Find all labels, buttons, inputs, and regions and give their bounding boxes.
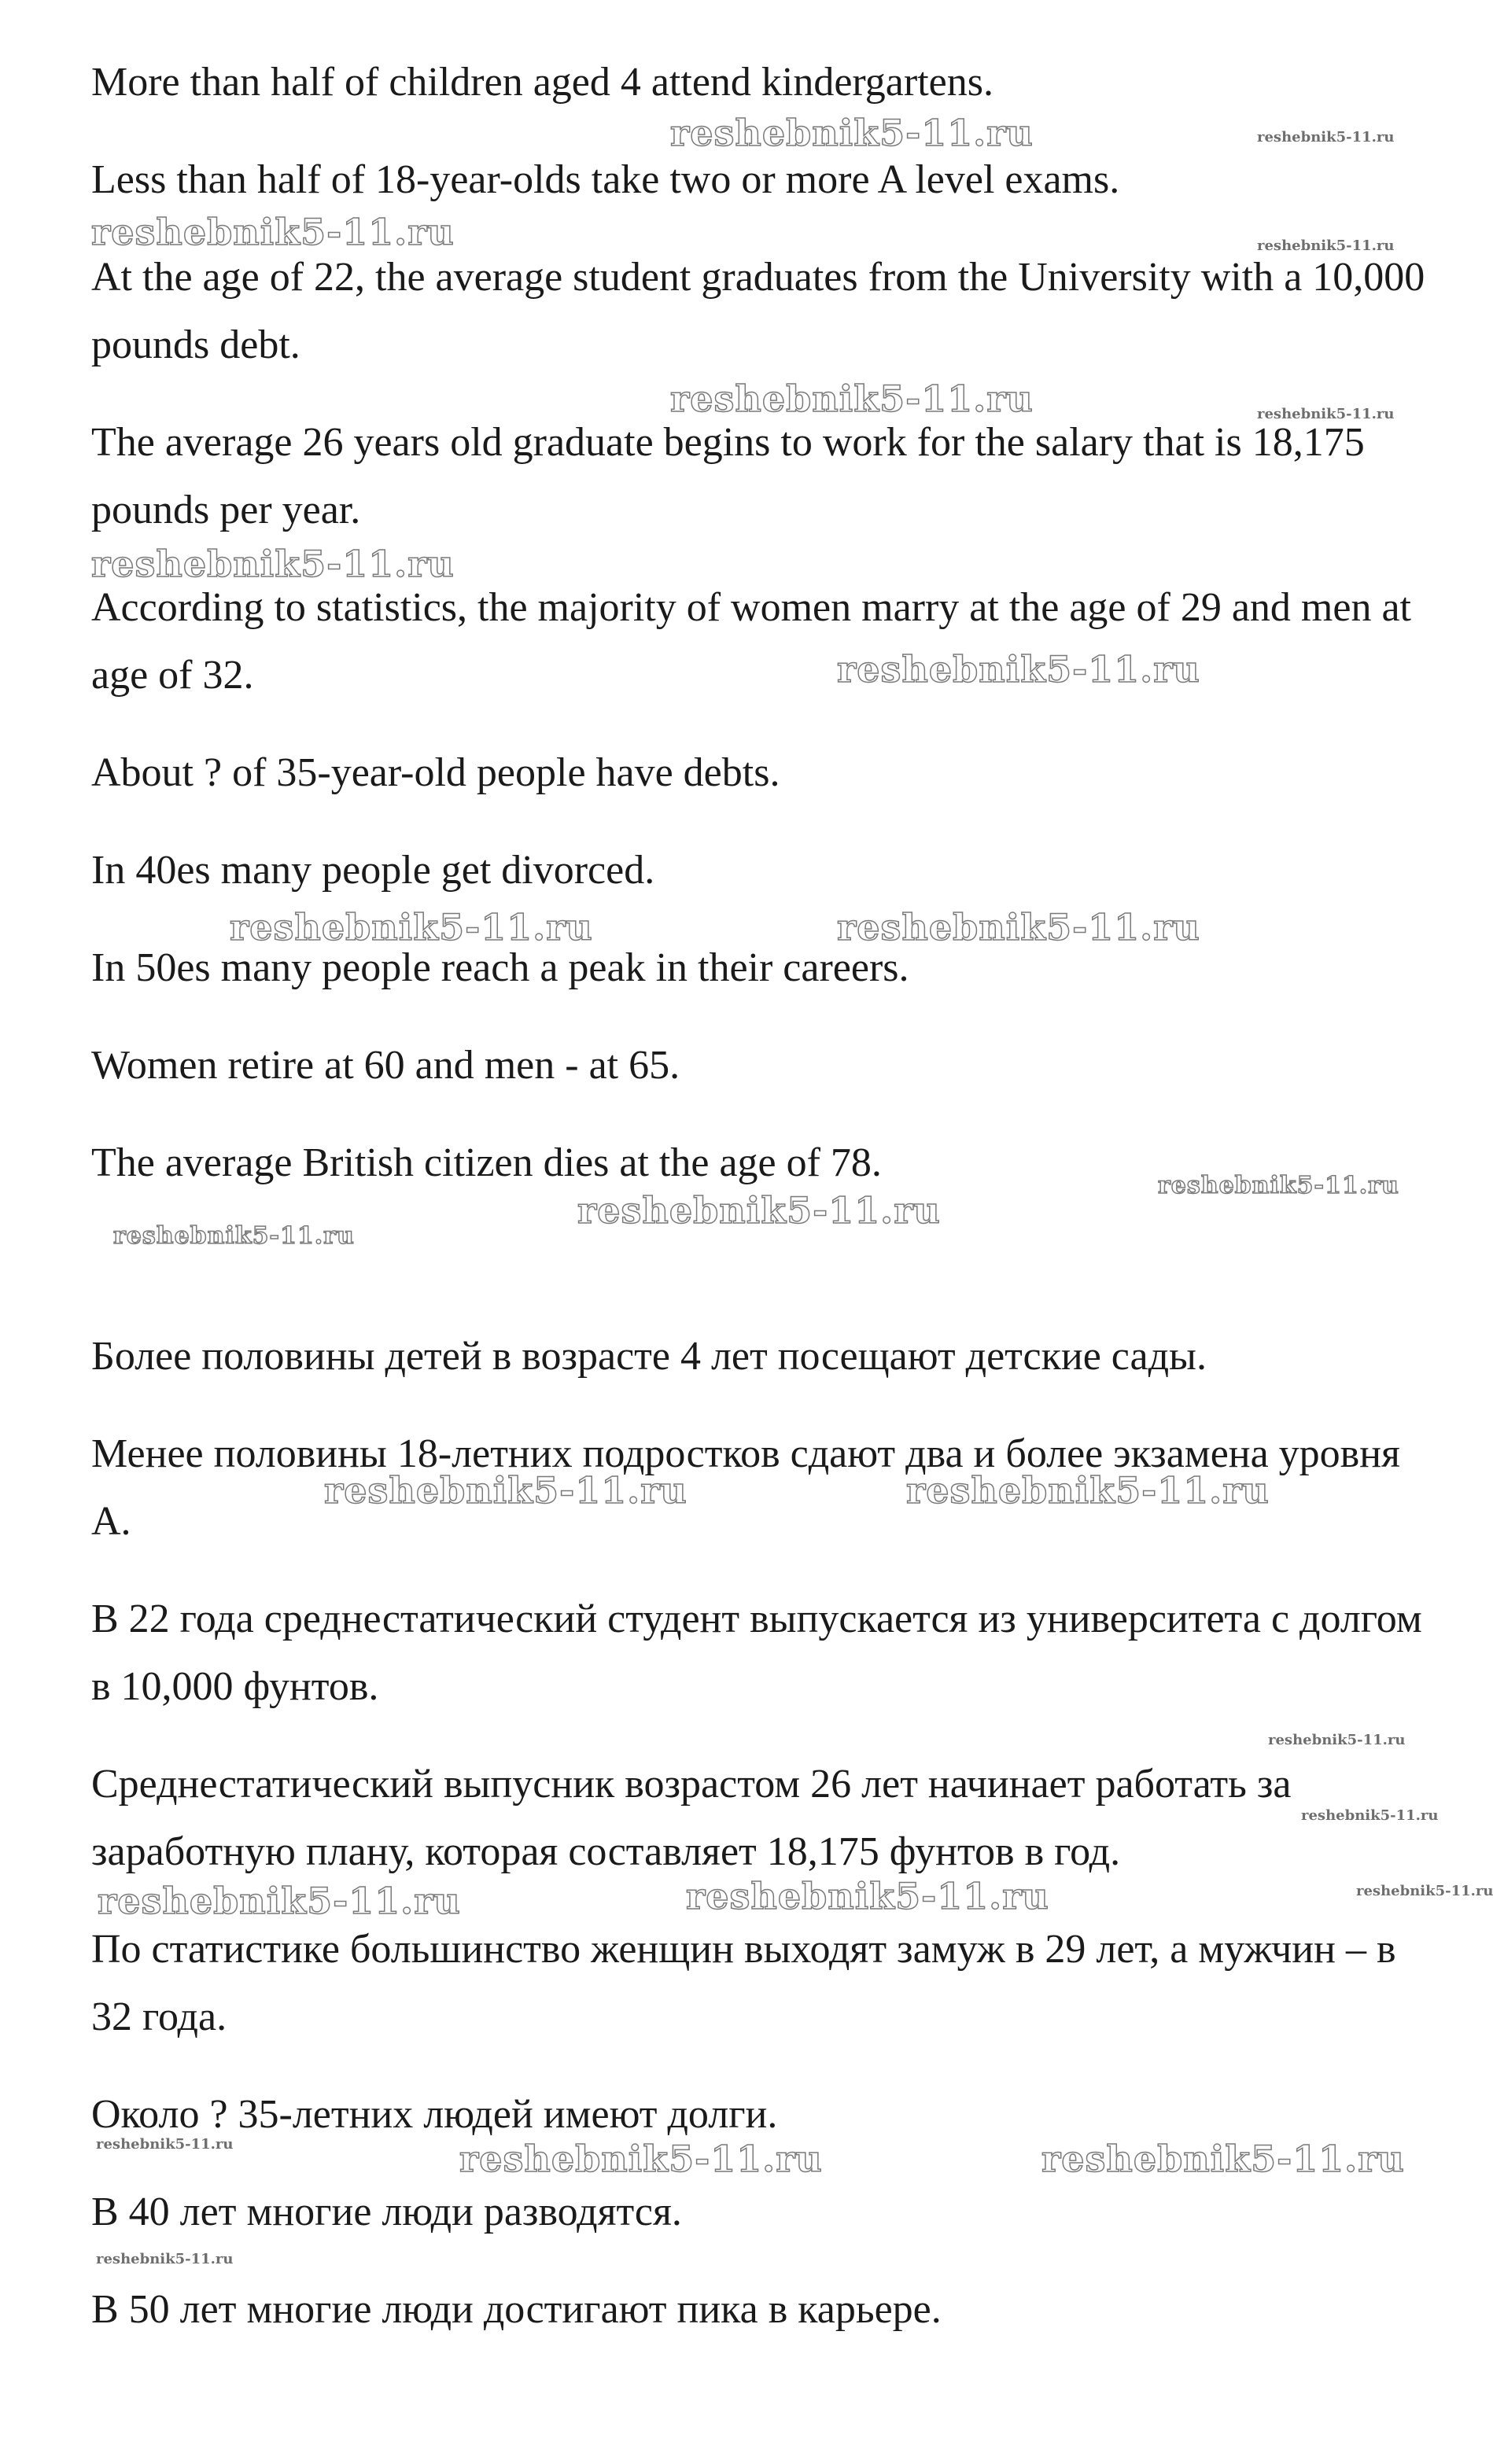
watermark: reshebnik5-11.ru (1356, 1883, 1493, 1899)
russian-paragraph-3: В 22 года среднестатический студент выпускается из университета с долгом в 10,000 фунтов. (91, 1597, 1422, 1709)
watermark: reshebnik5-11.ru (670, 112, 1034, 154)
english-paragraph-2: Less than half of 18-year-olds take two or more A level exams. (91, 157, 1120, 202)
english-paragraph-6: About ? of 35-year-old people have debts. (91, 750, 780, 795)
russian-paragraph-2: Менее половины 18-летних подростков сдают два и более экзамена уровня А. (91, 1431, 1400, 1544)
watermark: reshebnik5-11.ru (906, 1469, 1270, 1512)
russian-paragraph-7: В 40 лет многие люди разводятся. (91, 2190, 682, 2234)
watermark: reshebnik5-11.ru (91, 211, 455, 253)
watermark: reshebnik5-11.ru (113, 1222, 355, 1250)
watermark: reshebnik5-11.ru (98, 1880, 461, 1922)
watermark: reshebnik5-11.ru (686, 1875, 1049, 1917)
watermark: reshebnik5-11.ru (1301, 1807, 1439, 1824)
english-paragraph-9: Women retire at 60 and men - at 65. (91, 1043, 680, 1088)
english-paragraph-10: The average British citizen dies at the age of 78. (91, 1140, 882, 1185)
russian-paragraph-8: В 50 лет многие люди достигают пика в карьере. (91, 2287, 942, 2332)
russian-paragraph-6: Около ? 35-летних людей имеют долги. (91, 2092, 778, 2137)
english-paragraph-5: According to statistics, the majority of women marry at the age of 29 and men at age of 32. (91, 585, 1411, 698)
english-paragraph-3: At the age of 22, the average student graduates from the University with a 10,000 pounds debt. (91, 255, 1425, 367)
watermark: reshebnik5-11.ru (1257, 129, 1395, 145)
russian-paragraph-4: Среднестатический выпусник возрастом 26 лет начинает работать за заработную плану, которая составляет 18,175 фунтов в год. (91, 1762, 1292, 1874)
watermark: reshebnik5-11.ru (670, 378, 1034, 420)
watermark: reshebnik5-11.ru (1041, 2138, 1405, 2180)
watermark: reshebnik5-11.ru (577, 1189, 941, 1232)
watermark: reshebnik5-11.ru (1268, 1732, 1406, 1748)
watermark: reshebnik5-11.ru (96, 2136, 234, 2153)
watermark: reshebnik5-11.ru (91, 543, 455, 585)
english-paragraph-7: In 40es many people get divorced. (91, 848, 655, 893)
watermark: reshebnik5-11.ru (324, 1469, 688, 1512)
english-paragraph-8: In 50es many people reach a peak in their careers. (91, 945, 909, 990)
watermark: reshebnik5-11.ru (1257, 238, 1395, 254)
watermark: reshebnik5-11.ru (459, 2138, 823, 2180)
russian-paragraph-1: Более половины детей в возрасте 4 лет посещают детские сады. (91, 1334, 1207, 1379)
english-paragraph-4: The average 26 years old graduate begins to work for the salary that is 18,175 pounds per year. (91, 420, 1365, 532)
watermark: reshebnik5-11.ru (230, 906, 593, 948)
watermark: reshebnik5-11.ru (1257, 406, 1395, 422)
watermark: reshebnik5-11.ru (96, 2251, 234, 2267)
watermark: reshebnik5-11.ru (837, 648, 1200, 691)
english-paragraph-1: More than half of children aged 4 attend kindergartens. (91, 60, 993, 105)
russian-paragraph-5: По статистике большинство женщин выходят замуж в 29 лет, а мужчин – в 32 года. (91, 1927, 1396, 2039)
watermark: reshebnik5-11.ru (837, 906, 1200, 948)
watermark: reshebnik5-11.ru (1158, 1172, 1399, 1199)
